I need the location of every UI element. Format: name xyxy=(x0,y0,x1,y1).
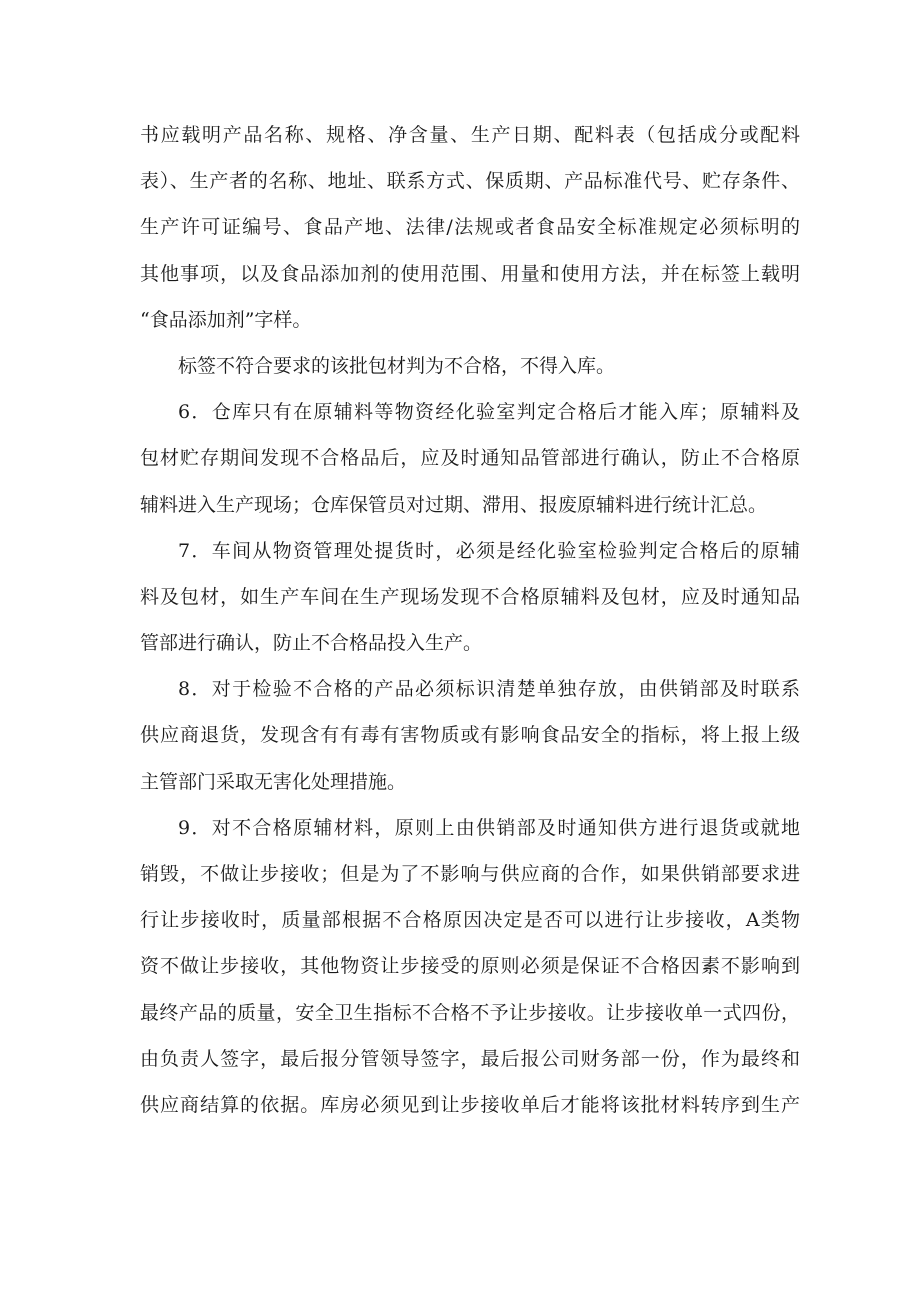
text-line: 销毁，不做让步接收；但是为了不影响与供应商的合作，如果供销部要求进 xyxy=(140,863,800,885)
text-line: 最终产品的质量，安全卫生指标不合格不予让步接收。让步接收单一式四份， xyxy=(140,1001,800,1024)
text-line: 辅料进入生产现场；仓库保管员对过期、滞用、报废原辅料进行统计汇总。 xyxy=(140,493,768,516)
text-line: 8．对于检验不合格的产品必须标识清楚单独存放，由供销部及时联系 xyxy=(178,678,800,701)
text-line: 料及包材，如生产车间在生产现场发现不合格原辅料及包材，应及时通知品 xyxy=(140,585,800,608)
text-line: 其他事项，以及食品添加剂的使用范围、用量和使用方法，并在标签上载明 xyxy=(140,262,800,285)
text-line: 7．车间从物资管理处提货时，必须是经化验室检验判定合格后的原辅 xyxy=(178,539,800,562)
text-line: 供应商结算的依据。库房必须见到让步接收单后才能将该批材料转序到生产 xyxy=(140,1093,800,1116)
text-line: 标签不符合要求的该批包材判为不合格，不得入库。 xyxy=(178,354,616,377)
text-line: 由负责人签字，最后报分管领导签字，最后报公司财务部一份，作为最终和 xyxy=(140,1047,800,1070)
text-line: 资不做让步接收，其他物资让步接受的原则必须是保证不合格因素不影响到 xyxy=(140,955,800,978)
paragraph-label-noncompliant xyxy=(140,343,800,389)
text-line: 包材贮存期间发现不合格品后，应及时通知品管部进行确认，防止不合格原 xyxy=(140,447,800,470)
paragraph-item-7 xyxy=(140,528,800,667)
text-line: 书应载明产品名称、规格、净含量、生产日期、配料表（包括成分或配料 xyxy=(140,124,800,146)
text-line: 主管部门采取无害化处理措施。 xyxy=(140,770,407,793)
text-line: 供应商退货，发现含有有毒有害物质或有影响食品安全的指标，将上报上级 xyxy=(140,724,800,747)
document-body xyxy=(140,112,800,1128)
text-line: 表）、生产者的名称、地址、联系方式、保质期、产品标准代号、贮存条件、 xyxy=(140,170,800,193)
paragraph-item-6 xyxy=(140,389,800,528)
text-line: “食品添加剂”字样。 xyxy=(140,308,312,331)
text-line: 6．仓库只有在原辅料等物资经化验室判定合格后才能入库；原辅料及 xyxy=(178,401,800,424)
paragraph-item-8 xyxy=(140,666,800,805)
paragraph-item-9 xyxy=(140,805,800,1128)
paragraph-labeling-requirements xyxy=(140,112,800,343)
text-line: 行让步接收时，质量部根据不合格原因决定是否可以进行让步接收，A类物 xyxy=(140,909,800,932)
text-line: 生产许可证编号、食品产地、法律/法规或者食品安全标准规定必须标明的 xyxy=(140,216,800,239)
text-line: 管部进行确认，防止不合格品投入生产。 xyxy=(140,632,483,655)
text-line: 9．对不合格原辅材料，原则上由供销部及时通知供方进行退货或就地 xyxy=(178,816,800,839)
